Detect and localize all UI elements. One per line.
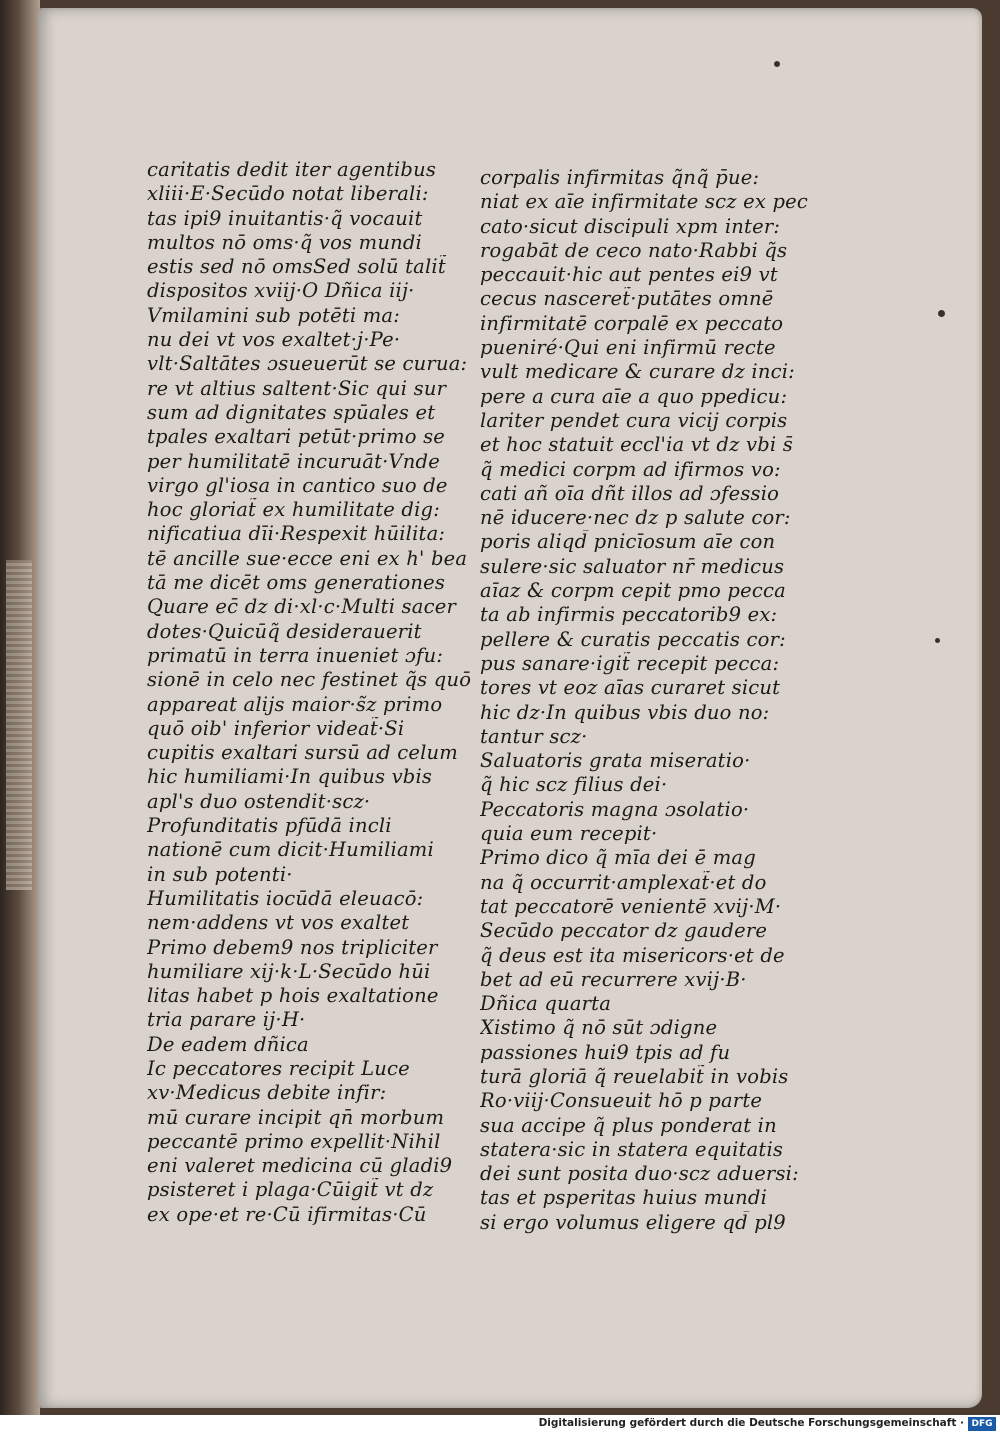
book-spine-edge bbox=[0, 0, 40, 1415]
text-line: dotes·Quicūq̃ desiderauerit bbox=[147, 619, 422, 643]
text-line: cecus nasceret̃·putātes omnē bbox=[480, 287, 774, 311]
text-line: pere a cura aīe a quo ppedicu: bbox=[480, 384, 788, 408]
text-line: litas habet p hois exaltatione bbox=[147, 984, 439, 1008]
text-line: ex ope·et re·Cū ifirmitas·Cū bbox=[147, 1202, 427, 1226]
text-line: q̃ deus est ita misericors·et de bbox=[480, 943, 785, 967]
text-line: appareat alijs maior·s̃z primo bbox=[147, 692, 443, 716]
text-line: tas ipi9 inuitantis·q̃ vocauit bbox=[147, 206, 423, 230]
text-line: re vt altius saltent·Sic qui sur bbox=[147, 376, 447, 400]
text-line: Primo debem9 nos tripliciter bbox=[147, 935, 438, 959]
ink-spot bbox=[935, 638, 940, 643]
text-line: turā gloriā q̃ reuelabit̃ in vobis bbox=[480, 1064, 789, 1088]
text-line: Quare ec̄ dz di·xl·c·Multi sacer bbox=[147, 595, 456, 619]
text-line: quia eum recepit· bbox=[480, 822, 658, 846]
text-line: Secūdo peccator dz gaudere bbox=[480, 919, 768, 943]
text-line: tria parare ij·H· bbox=[147, 1008, 306, 1032]
text-line: Xistimo q̃ nō sūt ɔdigne bbox=[480, 1016, 718, 1040]
ink-spot bbox=[938, 310, 945, 317]
text-line: peccantē primo expellit·Nihil bbox=[147, 1129, 441, 1153]
text-line: xv·Medicus debite infir: bbox=[147, 1081, 387, 1105]
text-line: tā me dicēt oms generationes bbox=[147, 571, 446, 595]
text-line: nem·addens vt vos exaltet bbox=[147, 911, 410, 935]
text-line: estis sed nō omsSed solū talit̃ bbox=[147, 255, 446, 279]
text-line: Dñica quarta bbox=[480, 992, 612, 1016]
text-line: q̃ medici corpm ad ifirmos vo: bbox=[480, 457, 781, 481]
text-line: cupitis exaltari sursū ad celum bbox=[147, 741, 459, 765]
text-line: tas et psperitas huius mundi bbox=[480, 1186, 768, 1210]
text-line: sulere·sic saluator nr̄ medicus bbox=[480, 554, 785, 578]
text-line: apl's duo ostendit·scz· bbox=[147, 789, 371, 813]
text-line: pellere & curatis peccatis cor: bbox=[480, 627, 786, 651]
text-line: Humilitatis iocūdā eleuacō: bbox=[147, 886, 424, 910]
text-line: sua accipe q̃ plus ponderat in bbox=[480, 1113, 777, 1137]
text-line: nu dei vt vos exaltet·j·Pe· bbox=[147, 328, 401, 352]
text-line: rogabāt de ceco nato·Rabbi q̃s bbox=[480, 238, 788, 262]
text-line: cato·sicut discipuli xpm inter: bbox=[480, 214, 781, 238]
text-line: psisteret i plaga·Cūigit̃ vt dz bbox=[147, 1178, 434, 1202]
text-line: quō oib' inferior videat̃·Si bbox=[147, 716, 405, 740]
text-line: dei sunt posita duo·scz aduersi: bbox=[480, 1162, 799, 1186]
text-line: bet ad eū recurrere xvij·B· bbox=[480, 967, 747, 991]
text-line: lariter pendet cura vicij corpis bbox=[480, 408, 788, 432]
text-line: sionē in celo nec festinet q̃s quō bbox=[147, 668, 472, 692]
text-line: humiliare xij·k·L·Secūdo hūi bbox=[147, 959, 431, 983]
text-line: pus sanare·igit̃ recepit pecca: bbox=[480, 651, 780, 675]
text-line: sum ad dignitates spūales et bbox=[147, 400, 436, 424]
text-line: nationē cum dicit·Humiliami bbox=[147, 838, 434, 862]
text-line: tē ancille sue·ecce eni ex h' bea bbox=[147, 546, 468, 570]
text-line: pueniré·Qui eni infirmū recte bbox=[480, 336, 776, 360]
text-line: Ic peccatores recipit Luce bbox=[147, 1056, 410, 1080]
dfg-logo: DFG bbox=[968, 1417, 996, 1431]
text-line: Peccatoris magna ɔsolatio· bbox=[480, 797, 750, 821]
text-line: eni valeret medicina cū gladi9 bbox=[147, 1154, 453, 1178]
text-line: ta ab infirmis peccatorib9 ex: bbox=[480, 603, 778, 627]
text-line: peccauit·hic aut pentes ei9 vt bbox=[480, 263, 778, 287]
text-line: multos nō oms·q̃ vos mundi bbox=[147, 230, 422, 254]
text-line: per humilitatē incuruāt·Vnde bbox=[147, 449, 440, 473]
text-line: hic dz·In quibus vbis duo no: bbox=[480, 700, 770, 724]
text-line: passiones hui9 tpis ad fu bbox=[480, 1040, 731, 1064]
text-line: q̃ hic scz filius dei· bbox=[480, 773, 668, 797]
text-line: na q̃ occurrit·amplexat̃·et do bbox=[480, 870, 767, 894]
text-line: infirmitatē corpalē ex peccato bbox=[480, 311, 784, 335]
text-line: tantur scz· bbox=[480, 724, 588, 748]
text-line: hoc gloriat̃ ex humilitate dig: bbox=[147, 498, 440, 522]
digitization-footer bbox=[0, 1415, 1000, 1435]
text-line: Ro·viij·Consueuit hō p parte bbox=[480, 1089, 763, 1113]
text-line: corpalis infirmitas q̃nq̃ p̄ue: bbox=[480, 166, 760, 189]
text-line: cati añ oīa dñt illos ad ɔfessio bbox=[480, 481, 780, 505]
text-line: vlt·Saltātes ɔsueuerūt se curua: bbox=[147, 352, 468, 376]
ink-spot bbox=[774, 61, 780, 67]
text-line: Vmilamini sub potēti ma: bbox=[147, 303, 400, 327]
text-line: vult medicare & curare dz inci: bbox=[480, 360, 795, 384]
text-line: primatū in terra inueniet ɔfu: bbox=[147, 643, 444, 667]
text-line: mū curare incipit qn̄ morbum bbox=[147, 1105, 445, 1129]
right-text-column bbox=[480, 166, 810, 1235]
text-line: Profunditatis pfūdā incli bbox=[147, 814, 392, 838]
text-line: nē iducere·nec dz p salute cor: bbox=[480, 506, 791, 530]
text-line: nificatiua dīi·Respexit hūilita: bbox=[147, 522, 446, 546]
text-line: niat ex aīe infirmitate scz ex pec bbox=[480, 190, 809, 214]
text-line: et hoc statuit eccl'ia vt dz vbi s̄ bbox=[480, 433, 793, 457]
text-line: virgo gl'iosa in cantico suo de bbox=[147, 473, 448, 497]
text-line: aīaz & corpm cepit pmo pecca bbox=[480, 579, 786, 603]
text-line: hic humiliami·In quibus vbis bbox=[147, 765, 433, 789]
text-line: Primo dico q̃ mīa dei ē mag bbox=[480, 846, 756, 870]
text-line: tpales exaltari petūt·primo se bbox=[147, 425, 446, 449]
text-line: statera·sic in statera equitatis bbox=[480, 1137, 784, 1161]
left-text-column bbox=[147, 158, 472, 1227]
text-line: in sub potenti· bbox=[147, 862, 293, 886]
footer-credit: Digitalisierung gefördert durch die Deutsche Forschungsgemeinschaft · bbox=[538, 1417, 964, 1429]
text-line: De eadem dñica bbox=[147, 1032, 309, 1056]
text-line: Saluatoris grata miseratio· bbox=[480, 749, 751, 773]
text-line: poris aliqd̄ pnicīosum aīe con bbox=[480, 530, 776, 554]
text-line: dispositos xviij·O Dñica iij· bbox=[147, 279, 415, 303]
text-line: si ergo volumus eligere qd̄ pl9 bbox=[480, 1210, 786, 1234]
text-line: xliii·E·Secūdo notat liberali: bbox=[147, 182, 429, 206]
text-line: tat peccatorē venientē xvij·M· bbox=[480, 894, 782, 918]
page-leaf bbox=[38, 8, 982, 1408]
text-line: tores vt eoz aīas curaret sicut bbox=[480, 676, 781, 700]
text-line: caritatis dedit iter agentibus bbox=[147, 158, 437, 181]
